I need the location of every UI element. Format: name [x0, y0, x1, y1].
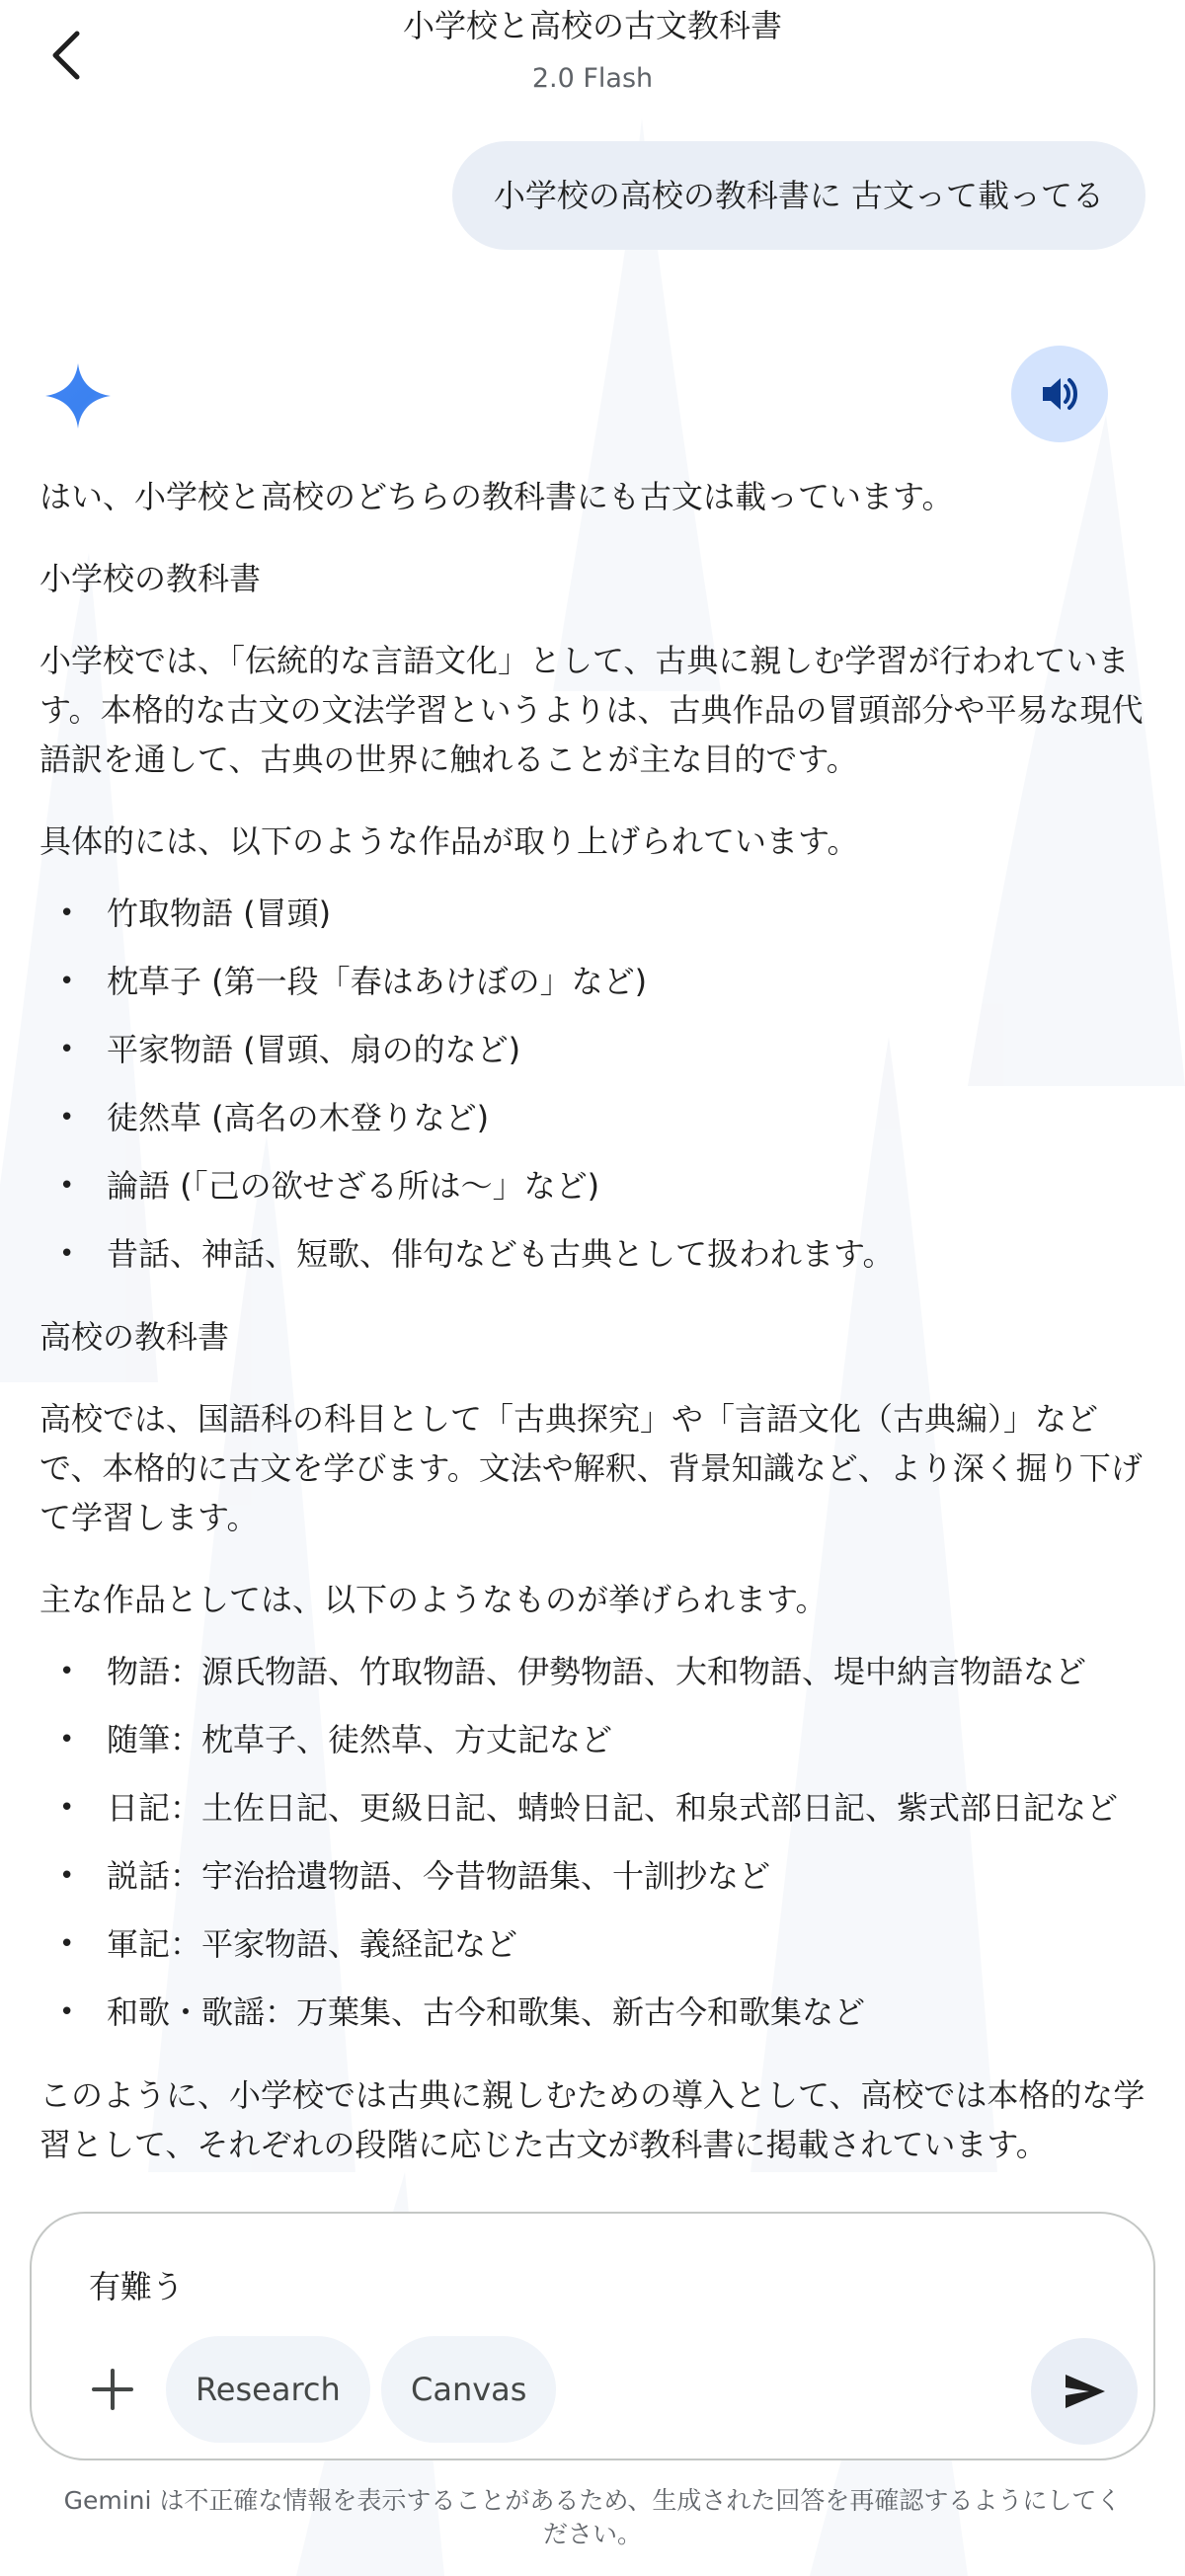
disclaimer-text: Gemini は不正確な情報を表示することがあるため、生成された回答を再確認するようにしてください。 [63, 2486, 1122, 2548]
research-chip[interactable]: Research [166, 2336, 370, 2443]
read-aloud-button[interactable] [1011, 346, 1108, 442]
list-item: • 随筆：枕草子、徒然草、方丈記など [40, 1715, 1155, 1764]
list-item: • 竹取物語 (冒頭) [40, 889, 1155, 938]
list-item: • 和歌・歌謡：万葉集、古今和歌集、新古今和歌集など [40, 1988, 1155, 2037]
canvas-chip[interactable]: Canvas [381, 2336, 556, 2443]
user-message-bubble: 小学校の高校の教科書に 古文って載ってる [452, 141, 1146, 250]
section-body-elementary: 小学校では、「伝統的な言語文化」として、古典に親しむ学習が行われています。本格的な古文の文法学習というよりは、古典作品の冒頭部分や平易な現代語訳を通して、古典の世界に触れることが主な目的です。 [40, 642, 1144, 778]
list-item: • 説話：宇治拾遺物語、今昔物語集、十訓抄など [40, 1851, 1155, 1901]
section-heading-highschool: 高校の教科書 [40, 1318, 230, 1356]
elementary-works-list [40, 889, 1155, 1279]
response-conclusion: このように、小学校では古典に親しむための導入として、高校では本格的な学習として、それぞれの段階に応じた古文が教科書に掲載されています。 [40, 2076, 1146, 2163]
list-item: • 平家物語 (冒頭、扇の的など) [40, 1025, 1155, 1074]
list-item: • 徒然草 (高名の木登りなど) [40, 1093, 1155, 1142]
highschool-works-list [40, 1647, 1155, 2037]
list-item: • 日記：土佐日記、更級日記、蜻蛉日記、和泉式部日記、紫式部日記など [40, 1783, 1155, 1833]
send-button[interactable] [1031, 2338, 1138, 2445]
app-header [0, 0, 1185, 109]
gemini-sparkle-icon [43, 361, 113, 430]
speaker-icon [1037, 371, 1082, 417]
section-lead-elementary: 具体的には、以下のような作品が取り上げられています。 [40, 822, 859, 860]
composer [30, 2212, 1155, 2460]
list-item: • 枕草子 (第一段「春はあけぼの」など) [40, 957, 1155, 1006]
plus-icon [90, 2367, 135, 2412]
section-heading-elementary: 小学校の教科書 [40, 560, 262, 597]
conversation-title[interactable]: 小学校と高校の古文教科書 [402, 7, 782, 44]
send-icon [1062, 2369, 1107, 2414]
assistant-response [40, 472, 1155, 2202]
section-lead-highschool: 主な作品としては、以下のようなものが挙げられます。 [40, 1581, 828, 1618]
list-item: • 物語：源氏物語、竹取物語、伊勢物語、大和物語、堤中納言物語など [40, 1647, 1155, 1696]
response-intro: はい、小学校と高校のどちらの教科書にも古文は載っています。 [40, 478, 954, 515]
list-item: • 昔話、神話、短歌、俳句なども古典として扱われます。 [40, 1229, 1155, 1279]
list-item: • 軍記：平家物語、義経記など [40, 1919, 1155, 1969]
add-attachment-button[interactable] [65, 2342, 160, 2437]
model-label[interactable]: 2.0 Flash [531, 63, 654, 94]
section-body-highschool: 高校では、国語科の科目として「古典探究」や「言語文化（古典編）」などで、本格的に古文を学びます。文法や解釈、背景知識など、より深く掘り下げて学習します。 [40, 1400, 1143, 1536]
list-item: • 論語 (「己の欲せざる所は〜」など) [40, 1161, 1155, 1210]
message-input[interactable]: 有難う [89, 2268, 185, 2305]
